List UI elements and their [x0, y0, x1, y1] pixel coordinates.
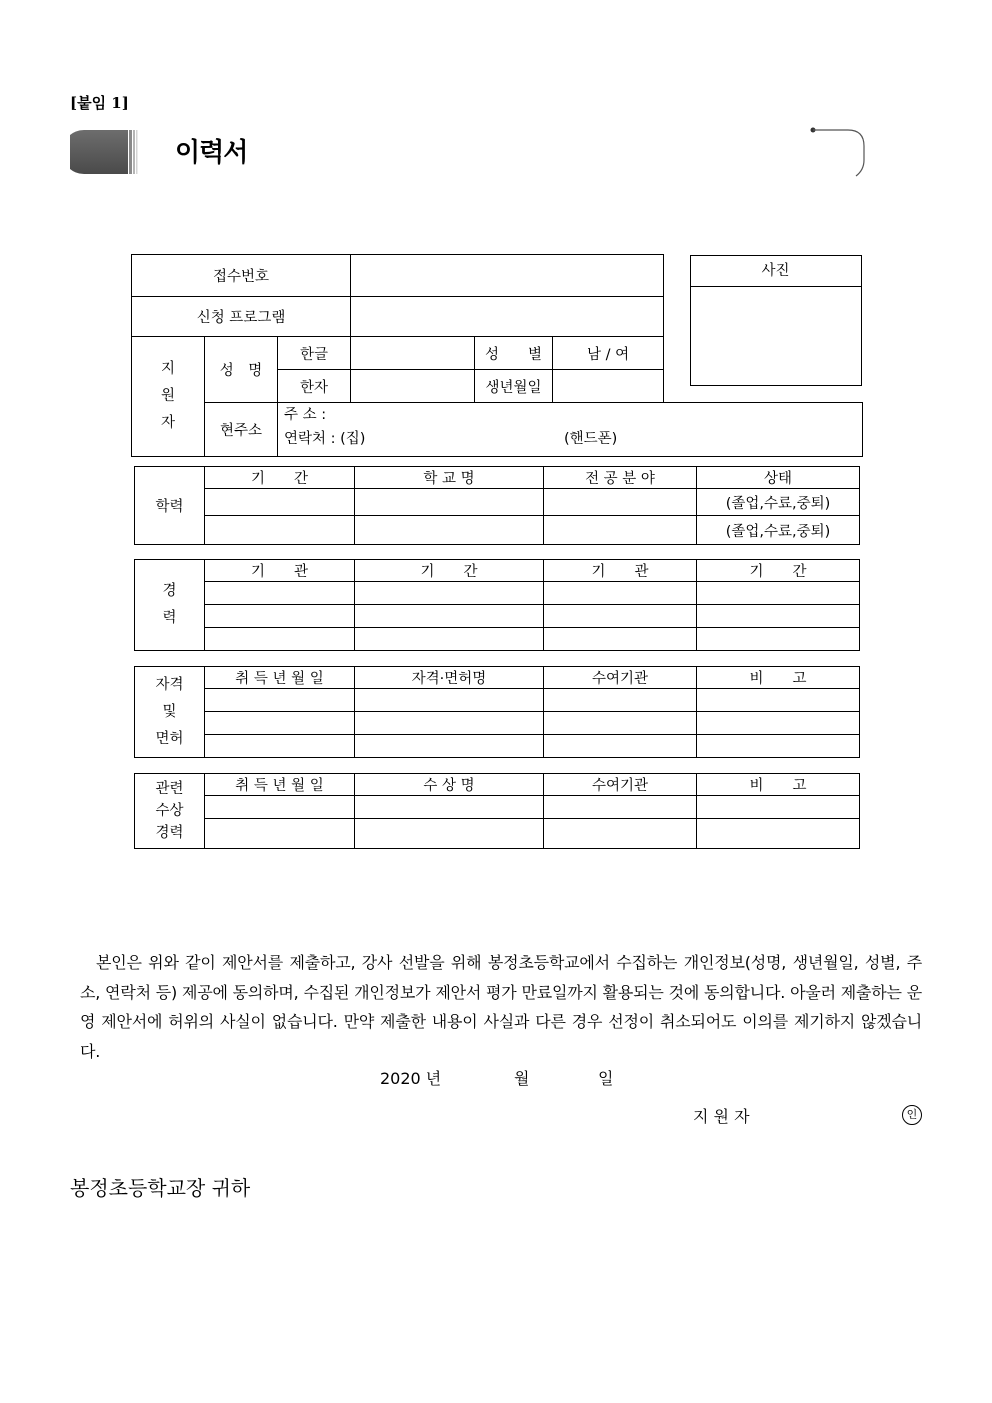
photo-box[interactable]	[690, 255, 862, 386]
license-cell[interactable]	[697, 712, 860, 735]
table-row	[135, 582, 860, 605]
hanja-label: 한자	[278, 370, 351, 403]
career-cell[interactable]	[355, 605, 544, 628]
education-cell[interactable]	[355, 516, 544, 545]
mobile-label: (핸드폰)	[564, 431, 618, 447]
career-cell[interactable]	[544, 582, 697, 605]
table-row	[135, 489, 860, 516]
education-cell[interactable]	[205, 489, 355, 516]
table-row	[135, 689, 860, 712]
table-row	[135, 735, 860, 758]
table-row	[135, 628, 860, 651]
awards-header: 수여기관	[544, 774, 697, 796]
awards-cell[interactable]	[355, 796, 544, 819]
career-header: 기 간	[355, 560, 544, 582]
date-month: 월	[514, 1069, 530, 1088]
table-row	[135, 516, 860, 545]
hangul-field[interactable]	[351, 337, 475, 370]
career-cell[interactable]	[205, 628, 355, 651]
license-cell[interactable]	[697, 689, 860, 712]
education-cell[interactable]	[205, 516, 355, 545]
license-header: 자격·면허명	[355, 667, 544, 689]
education-status[interactable]: (졸업,수료,중퇴)	[697, 489, 860, 516]
document-title: 이력서	[175, 138, 248, 168]
awards-cell[interactable]	[697, 796, 860, 819]
career-table	[134, 559, 860, 651]
license-cell[interactable]	[205, 712, 355, 735]
receipt-no-label: 접수번호	[132, 255, 351, 297]
contact-line	[284, 427, 862, 451]
corner-decoration	[810, 124, 870, 180]
career-cell[interactable]	[355, 628, 544, 651]
table-row	[135, 796, 860, 819]
education-cell[interactable]	[355, 489, 544, 516]
seal-mark: 인	[902, 1105, 922, 1125]
education-table	[134, 466, 860, 545]
license-cell[interactable]	[544, 689, 697, 712]
hanja-field[interactable]	[351, 370, 475, 403]
applicant-label: 지 원 자	[132, 337, 205, 457]
program-field[interactable]	[351, 297, 664, 337]
title-bar-graphic	[70, 128, 140, 176]
receipt-no-field[interactable]	[351, 255, 664, 297]
awards-cell[interactable]	[205, 796, 355, 819]
license-header: 수여기관	[544, 667, 697, 689]
table-row	[135, 819, 860, 849]
date-year: 2020 년	[380, 1069, 442, 1088]
table-row	[135, 712, 860, 735]
photo-label: 사진	[691, 256, 861, 287]
license-cell[interactable]	[697, 735, 860, 758]
attachment-label: [붙임 1]	[70, 94, 129, 112]
table-row	[135, 605, 860, 628]
career-cell[interactable]	[205, 582, 355, 605]
awards-header: 수 상 명	[355, 774, 544, 796]
gender-value[interactable]: 남 / 여	[553, 337, 664, 370]
awards-cell[interactable]	[205, 819, 355, 849]
license-label: 자격 및 면허	[135, 667, 205, 758]
contact-label: 연락처 : (집)	[284, 431, 366, 447]
address-label: 주 소 :	[284, 407, 327, 423]
license-cell[interactable]	[355, 689, 544, 712]
career-header: 기 관	[205, 560, 355, 582]
awards-table	[134, 773, 860, 849]
career-cell[interactable]	[205, 605, 355, 628]
name-label: 성 명	[205, 337, 278, 403]
address-cell[interactable]	[278, 403, 863, 457]
license-cell[interactable]	[205, 689, 355, 712]
career-cell[interactable]	[697, 628, 860, 651]
career-cell[interactable]	[544, 628, 697, 651]
awards-cell[interactable]	[544, 819, 697, 849]
education-header: 기 간	[205, 467, 355, 489]
date-day: 일	[598, 1069, 614, 1088]
education-header: 전 공 분 야	[544, 467, 697, 489]
career-cell[interactable]	[544, 605, 697, 628]
education-header: 상태	[697, 467, 860, 489]
awards-cell[interactable]	[544, 796, 697, 819]
career-cell[interactable]	[697, 605, 860, 628]
gender-label: 성 별	[475, 337, 553, 370]
license-cell[interactable]	[544, 735, 697, 758]
license-table	[134, 666, 860, 758]
signer-label: 지 원 자	[693, 1107, 750, 1126]
birth-label: 생년월일	[475, 370, 553, 403]
license-cell[interactable]	[355, 735, 544, 758]
education-label: 학력	[135, 467, 205, 545]
license-cell[interactable]	[355, 712, 544, 735]
birth-field[interactable]	[553, 370, 664, 403]
awards-cell[interactable]	[697, 819, 860, 849]
license-header: 비 고	[697, 667, 860, 689]
career-cell[interactable]	[697, 582, 860, 605]
addressee: 봉정초등학교장 귀하	[70, 1176, 251, 1200]
awards-label: 관련 수상 경력	[135, 774, 205, 849]
career-label: 경 력	[135, 560, 205, 651]
license-cell[interactable]	[544, 712, 697, 735]
program-label: 신청 프로그램	[132, 297, 351, 337]
license-header: 취 득 년 월 일	[205, 667, 355, 689]
license-cell[interactable]	[205, 735, 355, 758]
education-cell[interactable]	[544, 489, 697, 516]
career-header: 기 관	[544, 560, 697, 582]
education-cell[interactable]	[544, 516, 697, 545]
hangul-label: 한글	[278, 337, 351, 370]
awards-header: 비 고	[697, 774, 860, 796]
education-status[interactable]: (졸업,수료,중퇴)	[697, 516, 860, 545]
applicant-table	[131, 254, 863, 457]
awards-cell[interactable]	[355, 819, 544, 849]
education-header: 학 교 명	[355, 467, 544, 489]
awards-header: 취 득 년 월 일	[205, 774, 355, 796]
address-group-label: 현주소	[205, 403, 278, 457]
career-header: 기 간	[697, 560, 860, 582]
consent-paragraph: 본인은 위와 같이 제안서를 제출하고, 강사 선발을 위해 봉정초등학교에서 수집하는 개인정보(성명, 생년월일, 성별, 주소, 연락처 등) 제공에 동의하며, 수집된 개인정보가 제안서 평가 만료일까지 활용되는 것에 동의합니다. 아울러 제출하는 운영 제안서에 허위의 사실이 없습니다. 만약 제출한 내용이 사실과 다른 경우 선정이 취소되어도 이의를 제기하지 않겠습니다.	[80, 953, 922, 1061]
career-cell[interactable]	[355, 582, 544, 605]
